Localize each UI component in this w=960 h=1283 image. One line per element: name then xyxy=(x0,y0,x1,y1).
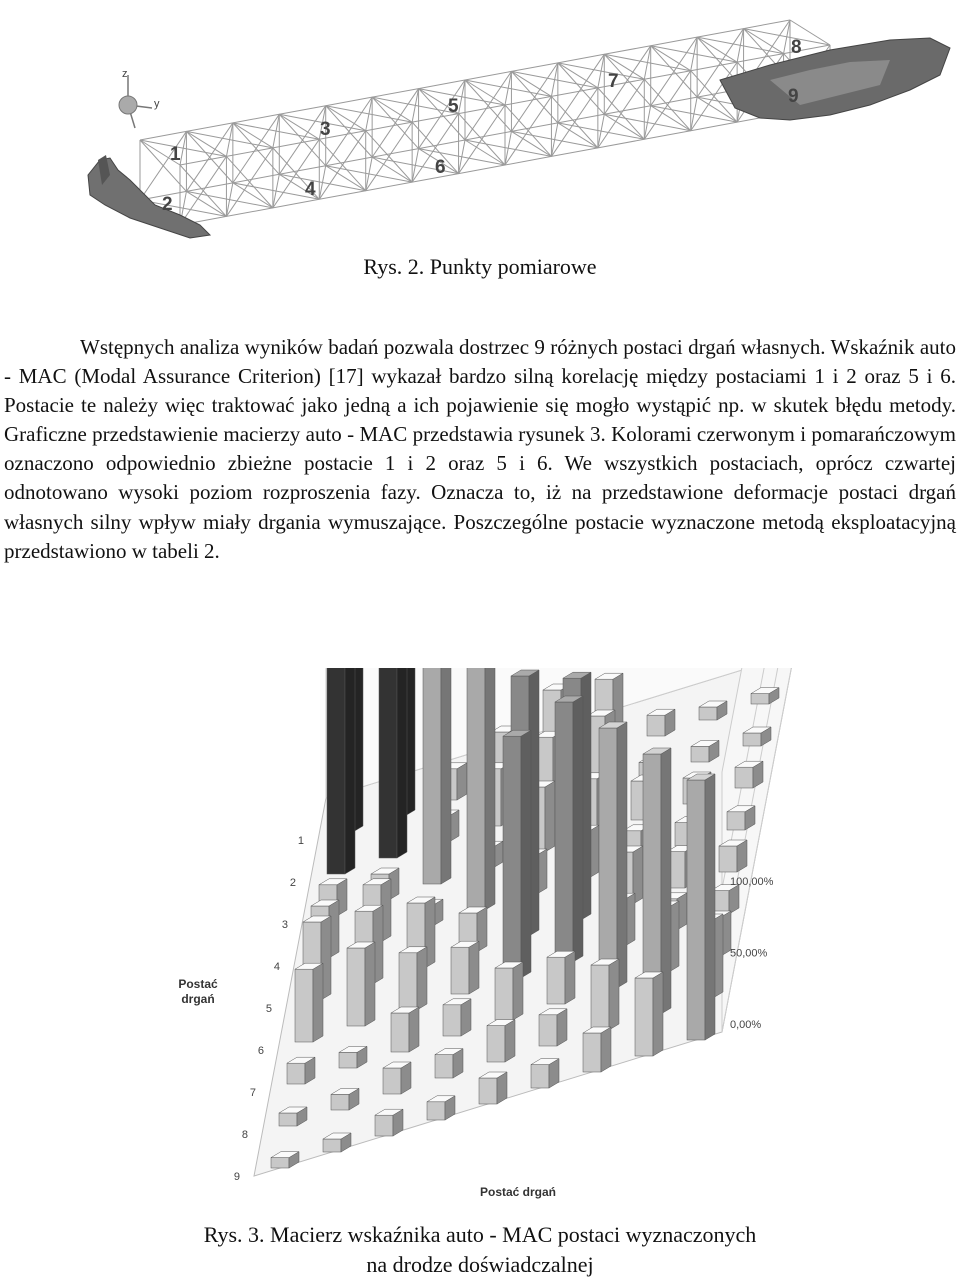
row-tick-label-1: 1 xyxy=(297,835,304,847)
bar-r9-c6 xyxy=(531,1059,559,1088)
bar-r9-c3 xyxy=(375,1109,403,1136)
bar-r9-c5 xyxy=(479,1072,507,1104)
measurement-point-4: 4 xyxy=(305,179,316,200)
bar-r2-c8 xyxy=(691,740,719,762)
body-paragraph xyxy=(4,333,956,566)
bar-r3-c3 xyxy=(423,668,451,884)
measurement-point-1: 1 xyxy=(170,144,181,165)
bar-r8-c6 xyxy=(539,1009,567,1046)
figure-2-truss-diagram xyxy=(70,0,960,250)
bar-r8-c5 xyxy=(487,1020,515,1062)
row-tick-label-5: 5 xyxy=(265,1003,272,1015)
row-axis-title-line2: drgań xyxy=(181,992,215,1006)
measurement-point-8: 8 xyxy=(791,37,802,58)
bar-r7-c2 xyxy=(339,1046,367,1068)
axis-y-label: y xyxy=(154,98,160,110)
row-tick-label-3: 3 xyxy=(281,919,288,931)
bar-r2-c1 xyxy=(327,668,355,874)
column-axis-title: Postać drgań xyxy=(479,1185,557,1199)
paragraph-text: Wstępnych analiza wyników badań pozwala dostrzec 9 różnych postaci drgań własnych. Wskaźnik auto - MAC (Modal Assurance Criterion) [17] wykazał bardzo silną korelację między postaciami 1 i 2 oraz 5 i 6. Postacie te należy więc traktować jako jedną a ich pojawienie się mogło wystąpić np. w skutek błędu metody. Graficzne przedstawienie macierzy auto - MAC przedstawia rysunek 3. Kolorami czerwonym i pomarańczowym oznaczono odpowiednio zbieżne postacie 1 i 2 oraz 5 i 6. We wszystkich postaciach, oprócz czwartej odnotowano wysoki poziom rozproszenia fazy. Oznacza to, iż na przedstawione deformacje postaci drgań własnych silny wpływ miały drgania wymuszające. Poszczególne postacie wyznaczone metodą eksploatacyjną przedstawiono w tabeli 2. xyxy=(4,335,956,563)
bar-r6-c4 xyxy=(451,941,479,994)
z-tick-label: 0,00% xyxy=(730,1019,762,1031)
row-tick-label-4: 4 xyxy=(273,961,280,973)
bar-r8-c7 xyxy=(591,959,619,1030)
row-axis-title-line1: Postać xyxy=(178,977,218,991)
bar-r4-c4 xyxy=(467,668,495,910)
measurement-point-2: 2 xyxy=(162,194,173,215)
bar-r6-c3 xyxy=(399,947,427,1010)
bar-r7-c7 xyxy=(599,722,627,988)
row-tick-label-8: 8 xyxy=(241,1129,248,1141)
figure-3-caption-line2: na drodze doświadczalnej xyxy=(366,1252,594,1277)
bar-r9-c8 xyxy=(635,972,663,1056)
measurement-point-3: 3 xyxy=(320,119,331,140)
bar-r6-c6 xyxy=(555,696,583,962)
bar-r7-c4 xyxy=(443,999,471,1036)
bar-r1-c7 xyxy=(647,709,675,736)
bar-r8-c4 xyxy=(435,1049,463,1078)
figure-3-caption-line1: Rys. 3. Macierz wskaźnika auto - MAC postaci wyznaczonych xyxy=(203,1222,757,1247)
bar-r8-c3 xyxy=(383,1062,411,1094)
bar-r2-c2 xyxy=(379,668,407,858)
bar-r7-c1 xyxy=(287,1057,315,1084)
z-tick-label: 50,00% xyxy=(730,947,768,960)
bar-r9-c4 xyxy=(427,1096,455,1120)
bar-r6-c2 xyxy=(347,942,375,1026)
bar-r9-c9 xyxy=(687,774,715,1040)
bar-r8-c2 xyxy=(331,1088,359,1110)
figure-3-caption xyxy=(0,1220,960,1280)
axis-z-label: z xyxy=(122,68,128,80)
bar-r4-c9 xyxy=(727,806,755,830)
measurement-points xyxy=(162,37,802,215)
figure-2-caption: Rys. 2. Punkty pomiarowe xyxy=(363,254,597,279)
left-support-structure xyxy=(88,155,210,238)
row-tick-label-2: 2 xyxy=(289,877,296,889)
measurement-point-6: 6 xyxy=(435,157,446,178)
row-tick-label-9: 9 xyxy=(233,1171,240,1183)
bar-r6-c5 xyxy=(503,730,531,978)
row-tick-label-7: 7 xyxy=(249,1087,256,1099)
bar-r7-c5 xyxy=(495,962,523,1020)
z-tick-label: 100,00% xyxy=(730,876,774,888)
row-tick-label-6: 6 xyxy=(257,1045,264,1057)
measurement-point-7: 7 xyxy=(608,71,619,92)
bar-r7-c3 xyxy=(391,1007,419,1052)
right-support-structure xyxy=(720,38,950,120)
bar-r9-c7 xyxy=(583,1027,611,1072)
bar-r5-c9 xyxy=(719,840,747,872)
figure-3-mac-chart xyxy=(160,668,800,1208)
truss-frame xyxy=(140,20,830,225)
bar-r3-c9 xyxy=(735,761,763,788)
bar-r6-c1 xyxy=(295,963,323,1042)
measurement-point-5: 5 xyxy=(448,96,459,117)
measurement-point-9: 9 xyxy=(788,86,799,107)
bar-r7-c6 xyxy=(547,951,575,1004)
coordinate-axes xyxy=(119,68,160,128)
